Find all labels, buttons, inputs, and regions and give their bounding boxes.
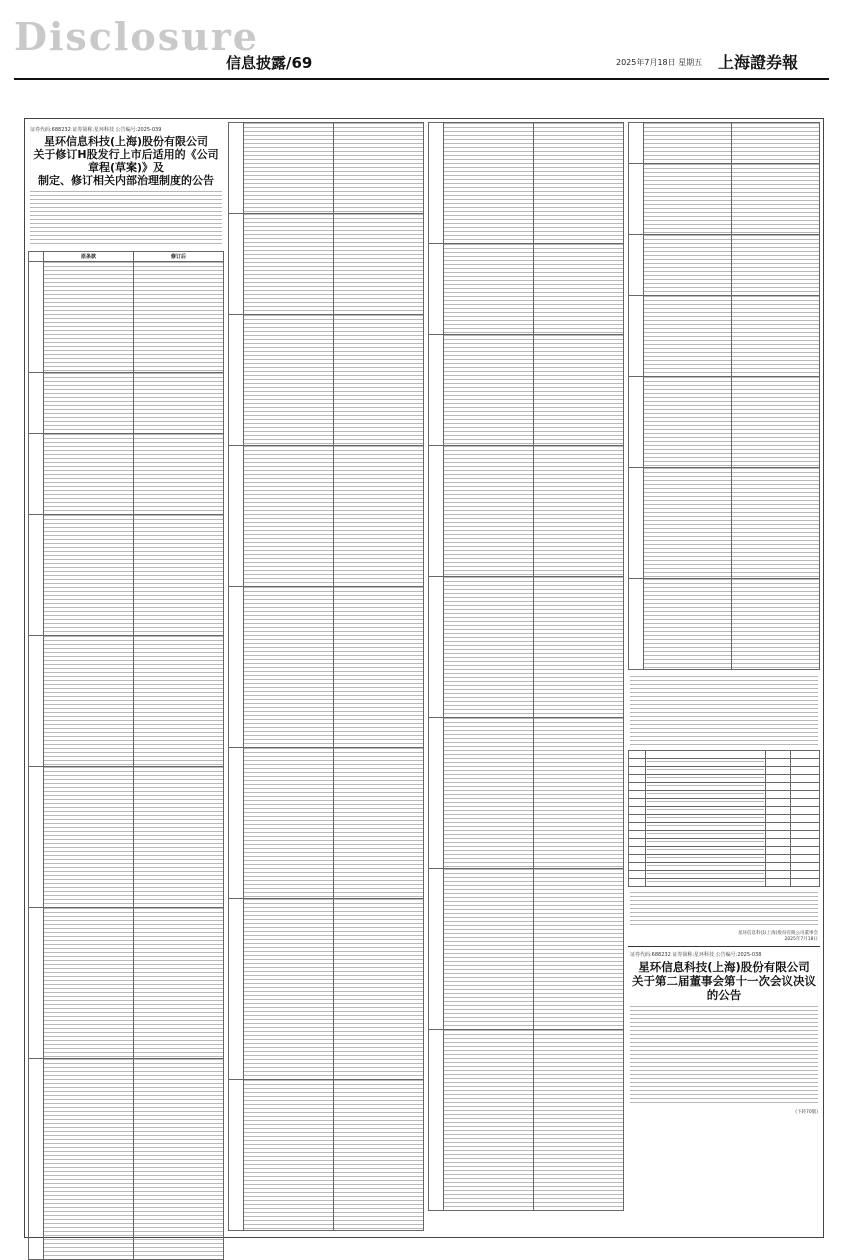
column-1 xyxy=(28,122,224,1260)
amendment-table-cont xyxy=(628,122,820,670)
company-signature: 星环信息科技(上海)股份有限公司董事会 xyxy=(737,931,818,936)
section-brand: Disclosure xyxy=(14,14,259,59)
notice-meta: 证券代码:688232 证券简称:星环科技 公告编号:2025-039 xyxy=(30,127,162,133)
notice2-title-line: 星环信息科技(上海)股份有限公司 xyxy=(638,960,810,974)
amendment-table xyxy=(28,251,224,1260)
notice2-body xyxy=(630,1006,818,1106)
notice-title xyxy=(30,135,222,187)
governance-rules-table xyxy=(628,750,820,887)
notice2-meta: 证券代码:688232 证券简称:星环科技 公告编号:2025-038 xyxy=(630,952,762,958)
column-4 xyxy=(628,122,820,1115)
notice-title-line: 关于修订H股发行上市后适用的《公司章程(草案)》及 xyxy=(33,148,219,174)
column-3 xyxy=(428,122,624,1211)
column-2 xyxy=(228,122,424,1231)
newspaper-masthead: 上海證券報 xyxy=(718,53,799,72)
issue-date: 2025年7月18日 星期五 xyxy=(616,58,703,67)
section-page: 信息披露/69 xyxy=(226,54,313,72)
explanation-text xyxy=(630,676,818,746)
amendment-table-cont xyxy=(428,122,624,1211)
notice-title-line: 星环信息科技(上海)股份有限公司 xyxy=(43,135,209,148)
continued-mark: (下转70版) xyxy=(795,1110,818,1115)
page-header xyxy=(0,0,843,96)
table-header-original: 原条款 xyxy=(44,252,134,262)
notice2-title xyxy=(628,960,820,1002)
table-header-no xyxy=(29,252,44,262)
header-rule xyxy=(14,78,829,80)
notice-divider xyxy=(628,946,820,947)
intro-text-block xyxy=(30,191,222,247)
notice2-title-line: 关于第二届董事会第十一次会议决议的公告 xyxy=(632,974,816,1002)
amendment-table-cont xyxy=(228,122,424,1231)
notice-title-line: 制定、修订相关内部治理制度的公告 xyxy=(38,174,214,187)
signature-date: 2025年7月18日 xyxy=(784,937,818,942)
table-header-revised: 修订后 xyxy=(134,252,224,262)
closing-text xyxy=(630,892,818,928)
